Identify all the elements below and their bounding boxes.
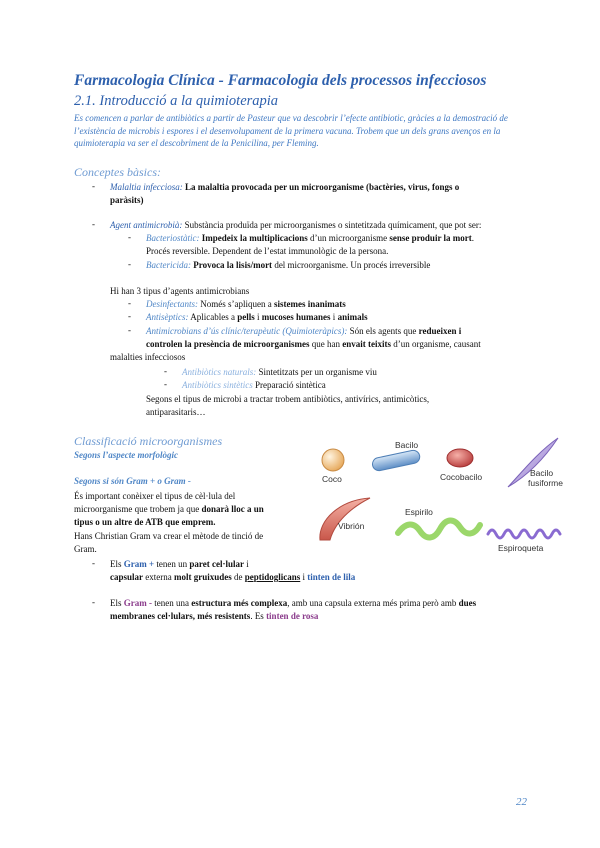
concepts-heading: Conceptes bàsics: (74, 165, 161, 179)
bullet-dash: - (128, 298, 131, 308)
text: sistemes inanimats (273, 299, 346, 309)
text: molt gruixudes (174, 572, 232, 582)
text: d’un organisme, causant (390, 339, 481, 349)
bullet-dash: - (92, 597, 95, 607)
cocobacilo-label: Cocobacilo (440, 472, 483, 482)
bacilo-label: Bacilo (395, 440, 419, 450)
page-title: Farmacologia Clínica - Farmacologia dels processos infecciosos (74, 72, 487, 89)
gram-paragraph-4: Hans Christian Gram va crear el mètode de tinció de (74, 531, 264, 541)
gram-paragraph-5: Gram. (74, 544, 97, 554)
malaltia-line-2: paràsits) (110, 195, 144, 205)
text: microorganisme que trobem ja que (74, 504, 202, 514)
closing-line-1: Segons el tipus de microbi a tractar trobem antibiòtics, antivírics, antimicòtics, (146, 394, 430, 404)
coco-shape (322, 449, 344, 471)
cocobacilo-shape (447, 449, 473, 467)
text: del microorganisme. Un procés irreversible (272, 260, 431, 270)
text: peptidoglicans (244, 572, 301, 582)
term: Agent antimicrobià: (110, 220, 183, 230)
term: Bacteriostàtic: (146, 233, 200, 243)
agent-line (110, 219, 481, 232)
text: dues (458, 598, 477, 608)
vibrion-label: Vibrión (338, 521, 365, 531)
classification-heading: Classificació microorganismes (74, 434, 223, 448)
text: . (471, 233, 475, 243)
bacteriostatic-line (146, 232, 474, 245)
text: de (231, 572, 245, 582)
gram-positive-line-2 (110, 571, 355, 584)
text: envait teixits (342, 339, 391, 349)
intro-paragraph: Es comencen a parlar de antibiòtics a partir de Pasteur que va descobrir l’efecte antibiotic, gràcies a la demostració de l’existència de microbis i espores i el desenvolupament de la primera vacuna. Trobem que un dels grans avenços en la quimioterapia va ser el descobriment de la Penicilina, per Fleming. (74, 113, 508, 148)
term: Malaltia infecciosa: (110, 182, 183, 192)
text: Sintetitzats per un organisme viu (256, 367, 377, 377)
morphology-subheading: Segons l’aspecte morfològic (74, 450, 178, 460)
sintetics-line (182, 379, 326, 392)
vibrion-shape (320, 498, 370, 540)
text: Els (110, 598, 124, 608)
text: Només s’apliquen a (198, 299, 274, 309)
text: i (300, 572, 308, 582)
text: Els (110, 559, 124, 569)
text: donarà lloc a un (201, 504, 264, 514)
text: Impedeix la multiplicacions (199, 233, 308, 243)
text: redueixen i (418, 326, 462, 336)
text: sense produir la mort (389, 233, 472, 243)
antimicrobians-line-3: malalties infecciosos (110, 352, 186, 362)
naturals-line (182, 366, 377, 379)
text: Preparació sintètica (252, 380, 326, 390)
bullet-dash: - (164, 366, 167, 376)
definition: Substància produïda per microorganismes o sintetitzada químicament, que pot ser: (182, 220, 482, 230)
bullet-dash: - (92, 558, 95, 568)
definition: La malaltia provocada per un microorganisme (bactèries, virus, fongs o (182, 182, 460, 192)
text: pells (237, 312, 255, 322)
text: membranes cel·lulars, més resistents (110, 611, 251, 621)
text: que han (309, 339, 343, 349)
desinfectants-line (146, 298, 346, 311)
espiroqueta-label: Espiroqueta (498, 543, 544, 553)
bullet-dash: - (92, 219, 95, 229)
text: i (254, 312, 262, 322)
types-intro: Hi han 3 tipus d’agents antimicrobians (110, 286, 250, 296)
term: Antimicrobians d’ús clínic/terapèutic (Quimioteràpics): (146, 326, 348, 336)
term: Bactericida: (146, 260, 191, 270)
bacilo-shape (371, 449, 421, 472)
text: tenen una (152, 598, 192, 608)
bullet-dash: - (92, 181, 95, 191)
fusiforme-label-2: fusiforme (528, 478, 563, 488)
closing-line-2: antiparasitaris… (146, 407, 206, 417)
text: externa (143, 572, 174, 582)
bullet-dash: - (164, 379, 167, 389)
text: paret cel·lular (189, 559, 244, 569)
term: Antibiòtics naturals: (182, 367, 257, 377)
text: , amb una capsula externa més prima però amb (287, 598, 459, 608)
text: . Es (250, 611, 267, 621)
gram-negative-label: Gram - (123, 598, 153, 608)
bullet-dash: - (128, 325, 131, 335)
text: Provoca la lisis/mort (190, 260, 273, 270)
coco-label: Coco (322, 474, 342, 484)
term: Antisèptics: (146, 312, 189, 322)
bacteriostatic-line-2: Procés reversible. Dependent de l’estat immunològic de la persona. (146, 246, 389, 256)
malaltia-line (110, 181, 459, 194)
page-number: 22 (516, 796, 527, 808)
text: controlen la presència de microorganismes (146, 339, 310, 349)
text: tinten de lila (307, 572, 356, 582)
gram-negative-line (110, 597, 476, 610)
fusiforme-label-1: Bacilo (530, 468, 554, 478)
bullet-dash: - (128, 311, 131, 321)
bullet-dash: - (128, 232, 131, 242)
espirilo-label: Espirilo (405, 507, 433, 517)
section-title: 2.1. Introducció a la quimioterapia (74, 93, 279, 109)
text: Aplicables a (188, 312, 238, 322)
gram-positive-label: Gram + (123, 559, 155, 569)
espirilo-shape (398, 520, 480, 537)
text: i (243, 559, 249, 569)
text: tenen un (154, 559, 190, 569)
espiroqueta-shape (488, 530, 560, 538)
text: animals (337, 312, 368, 322)
gram-paragraph-1: És important conèixer el tipus de cèl·lula del (74, 491, 236, 501)
antimicrobians-line-2 (146, 338, 481, 351)
gram-positive-line (110, 558, 249, 571)
text: mucoses humanes (261, 312, 331, 322)
term: Desinfectants: (146, 299, 198, 309)
text: capsular (110, 572, 144, 582)
gram-negative-line-2 (110, 610, 318, 623)
bullet-dash: - (128, 259, 131, 269)
text: Són els agents que (347, 326, 419, 336)
gram-paragraph-2 (74, 503, 264, 516)
gram-subheading: Segons si són Gram + o Gram - (74, 476, 191, 486)
bactericida-line (146, 259, 430, 272)
text: tinten de rosa (266, 611, 319, 621)
text: estructura més complexa (191, 598, 288, 608)
text: d’un microorganisme (307, 233, 390, 243)
term: Antibiòtics sintètics (182, 380, 253, 390)
bacteria-morphology-figure (300, 430, 570, 565)
text: i (330, 312, 338, 322)
gram-paragraph-3: tipus o un altre de ATB que emprem. (74, 517, 216, 527)
antimicrobians-line (146, 325, 461, 338)
antiseptics-line (146, 311, 368, 324)
